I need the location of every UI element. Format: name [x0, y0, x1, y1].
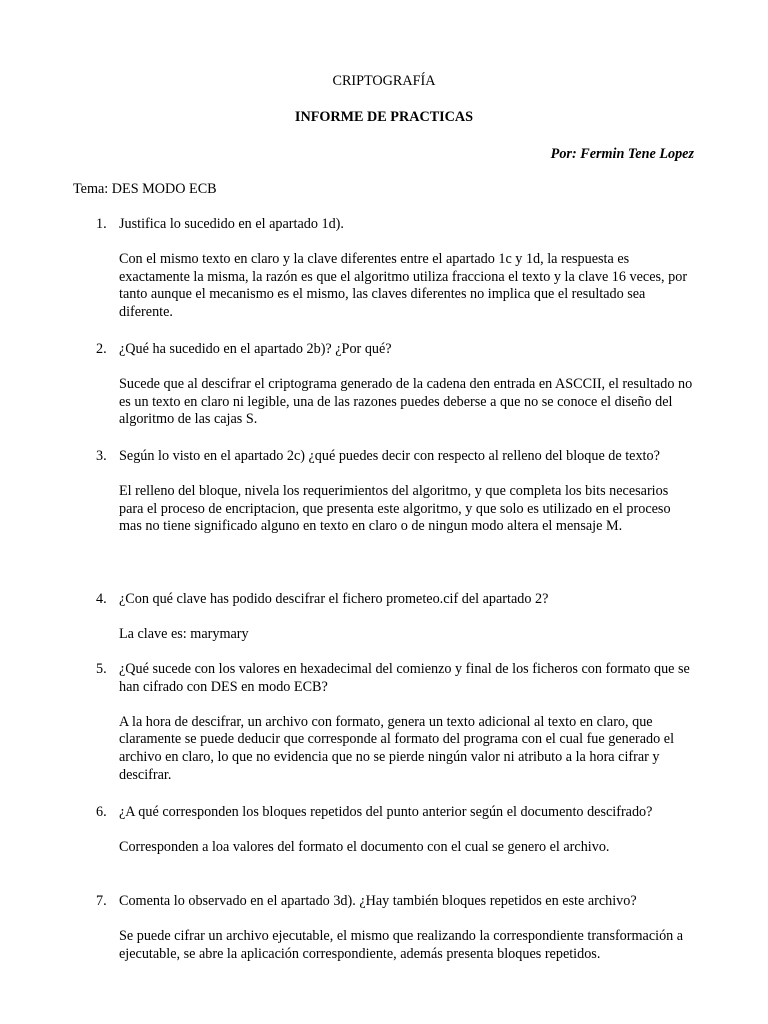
item-answer: Con el mismo texto en claro y la clave diferentes entre el apartado 1c y 1d, la respuesta es exactamente la misma, la razón es que el algoritmo utiliza fracciona el texto y la clave 16 veces, por tanto aunque el mecanismo es el mismo, las claves diferentes no implica que el resultado sea diferente. [119, 251, 688, 320]
item-answer: A la hora de descifrar, un archivo con formato, genera un texto adicional al texto en claro, que claramente se puede deducir que corresponde al formato del programa con el cual fue generado el archivo en claro, lo que no evidencia que no se pierde ningún valor ni atributo a la hora cifrar y descifrar. [119, 713, 675, 783]
list-item [96, 661, 696, 784]
item-number: 4. [96, 591, 107, 607]
author-line: Por: Fermin Tene Lopez [550, 146, 694, 162]
item-question: Justifica lo sucedido en el apartado 1d). [119, 216, 344, 232]
item-question: ¿A qué corresponden los bloques repetidos del punto anterior según el documento descifrado? [119, 804, 653, 820]
item-answer: Sucede que al descifrar el criptograma generado de la cadena den entrada en ASCCII, el resultado no es un texto en claro ni legible, una de las razones puedes deberse a que no se conoce el diseño del algoritmo de las cajas S. [119, 376, 693, 428]
topic-line: Tema: DES MODO ECB [73, 181, 217, 197]
item-question: Comenta lo observado en el apartado 3d). ¿Hay también bloques repetidos en este archivo? [119, 893, 637, 909]
document-subtitle: INFORME DE PRACTICAS [294, 109, 474, 125]
item-number: 3. [96, 448, 107, 464]
item-answer: La clave es: marymary [119, 626, 249, 643]
item-number: 7. [96, 893, 107, 909]
item-question: ¿Con qué clave has podido descifrar el fichero prometeo.cif del apartado 2? [119, 591, 549, 607]
list-item [96, 216, 696, 322]
list-item [96, 804, 696, 857]
item-answer: El relleno del bloque, nivela los requerimientos del algoritmo, y que completa los bits necesarios para el proceso de encriptacion, que presenta este algoritmo, y que solo es utilizado en el proceso mas no tiene significado alguno en texto en claro o de ningun modo altera el mensaje M. [119, 483, 671, 535]
document-title: CRIPTOGRAFÍA [332, 73, 436, 89]
item-number: 6. [96, 804, 107, 820]
item-answer: Corresponden a loa valores del formato el documento con el cual se genero el archivo. [119, 839, 610, 856]
item-number: 1. [96, 216, 107, 232]
item-question: Según lo visto en el apartado 2c) ¿qué puedes decir con respecto al relleno del bloque de texto? [119, 448, 660, 464]
list-item [96, 448, 696, 536]
item-number: 5. [96, 661, 107, 677]
list-item [96, 591, 696, 644]
list-item [96, 893, 696, 963]
item-number: 2. [96, 341, 107, 357]
list-item [96, 341, 696, 429]
item-answer: Se puede cifrar un archivo ejecutable, el mismo que realizando la correspondiente transformación a ejecutable, se abre la aplicación correspondiente, además presenta bloques repetidos. [119, 928, 684, 962]
item-question: ¿Qué sucede con los valores en hexadecimal del comienzo y final de los ficheros con formato que se han cifrado con DES en modo ECB? [119, 661, 690, 695]
item-question: ¿Qué ha sucedido en el apartado 2b)? ¿Por qué? [119, 341, 392, 357]
